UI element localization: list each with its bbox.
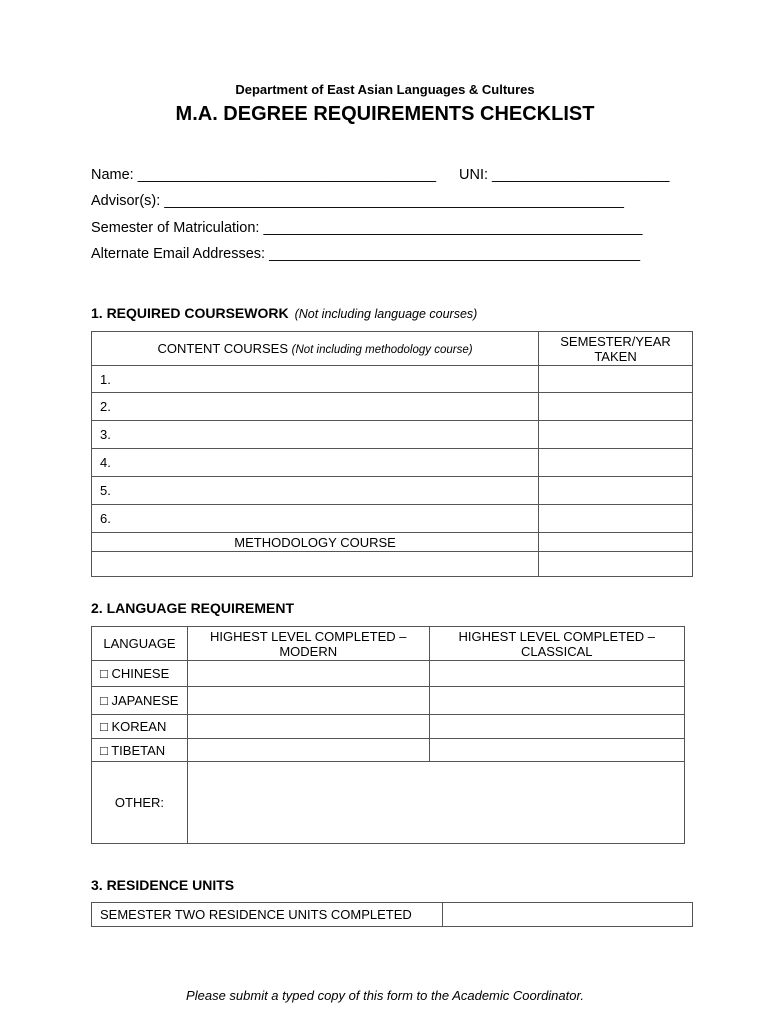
classical-cell[interactable]: [429, 687, 685, 715]
semester-cell[interactable]: [539, 393, 693, 421]
modern-cell[interactable]: [187, 687, 429, 715]
alternate-email-field[interactable]: Alternate Email Addresses: ______________________________________________: [91, 246, 641, 262]
semester-cell[interactable]: [539, 477, 693, 505]
semester-cell[interactable]: [539, 449, 693, 477]
residence-units-entry[interactable]: [443, 903, 693, 927]
semester-cell[interactable]: [539, 552, 693, 577]
modern-level-header: HIGHEST LEVEL COMPLETED – MODERN: [187, 627, 429, 661]
semester-matriculation-field[interactable]: Semester of Matriculation: _______________________________________________: [91, 220, 643, 236]
content-courses-note: (Not including methodology course): [291, 344, 473, 356]
methodology-course-entry[interactable]: [92, 552, 539, 577]
section1-heading: [91, 305, 477, 321]
department-name: Department of East Asian Languages & Cultures: [235, 82, 535, 97]
classical-cell[interactable]: [429, 715, 685, 739]
course-number[interactable]: 6.: [92, 505, 539, 533]
residence-units-label: SEMESTER TWO RESIDENCE UNITS COMPLETED: [92, 903, 443, 927]
modern-cell[interactable]: [187, 715, 429, 739]
classical-level-header: HIGHEST LEVEL COMPLETED – CLASSICAL: [429, 627, 685, 661]
language-tibetan-checkbox[interactable]: □ TIBETAN: [92, 739, 188, 762]
residence-table: [91, 902, 693, 927]
table-row: [92, 477, 693, 505]
course-number[interactable]: 1.: [92, 366, 539, 393]
advisor-field[interactable]: Advisor(s): _________________________________________________________: [91, 193, 624, 209]
table-row: [92, 762, 685, 844]
semester-cell[interactable]: [539, 533, 693, 552]
page-title: M.A. DEGREE REQUIREMENTS CHECKLIST: [175, 103, 595, 125]
modern-cell[interactable]: [187, 661, 429, 687]
table-row: [92, 661, 685, 687]
semester-cell[interactable]: [539, 366, 693, 393]
table-row: [92, 739, 685, 762]
table-row: [92, 393, 693, 421]
section2-heading: 2. LANGUAGE REQUIREMENT: [91, 600, 295, 616]
table-row: [92, 505, 693, 533]
other-language-label: OTHER:: [92, 762, 188, 844]
coursework-table: [91, 331, 693, 577]
language-chinese-checkbox[interactable]: □ CHINESE: [92, 661, 188, 687]
table-row: [92, 687, 685, 715]
language-japanese-checkbox[interactable]: □ JAPANESE: [92, 687, 188, 715]
methodology-course-label: METHODOLOGY COURSE: [92, 533, 539, 552]
classical-cell[interactable]: [429, 739, 685, 762]
section3-heading: 3. RESIDENCE UNITS: [91, 877, 235, 893]
language-header: LANGUAGE: [92, 627, 188, 661]
modern-cell[interactable]: [187, 739, 429, 762]
table-row: [92, 449, 693, 477]
section1-title: 1. REQUIRED COURSEWORK: [91, 305, 289, 321]
other-language-entry[interactable]: [187, 762, 684, 844]
course-number[interactable]: 5.: [92, 477, 539, 505]
semester-year-header: SEMESTER/YEAR TAKEN: [539, 332, 693, 366]
table-row: [92, 552, 693, 577]
classical-cell[interactable]: [429, 661, 685, 687]
table-row: [92, 715, 685, 739]
course-number[interactable]: 2.: [92, 393, 539, 421]
language-korean-checkbox[interactable]: □ KOREAN: [92, 715, 188, 739]
course-number[interactable]: 3.: [92, 421, 539, 449]
uni-field[interactable]: UNI: ______________________: [459, 167, 670, 183]
footer-note: Please submit a typed copy of this form to the Academic Coordinator.: [186, 988, 584, 1003]
semester-cell[interactable]: [539, 505, 693, 533]
content-courses-header: CONTENT COURSES (Not including methodology course): [92, 332, 539, 366]
table-row: [92, 366, 693, 393]
name-field[interactable]: Name: _____________________________________: [91, 167, 437, 183]
section1-note: (Not including language courses): [294, 307, 478, 321]
table-row: [92, 421, 693, 449]
language-table: [91, 626, 685, 844]
semester-cell[interactable]: [539, 421, 693, 449]
course-number[interactable]: 4.: [92, 449, 539, 477]
